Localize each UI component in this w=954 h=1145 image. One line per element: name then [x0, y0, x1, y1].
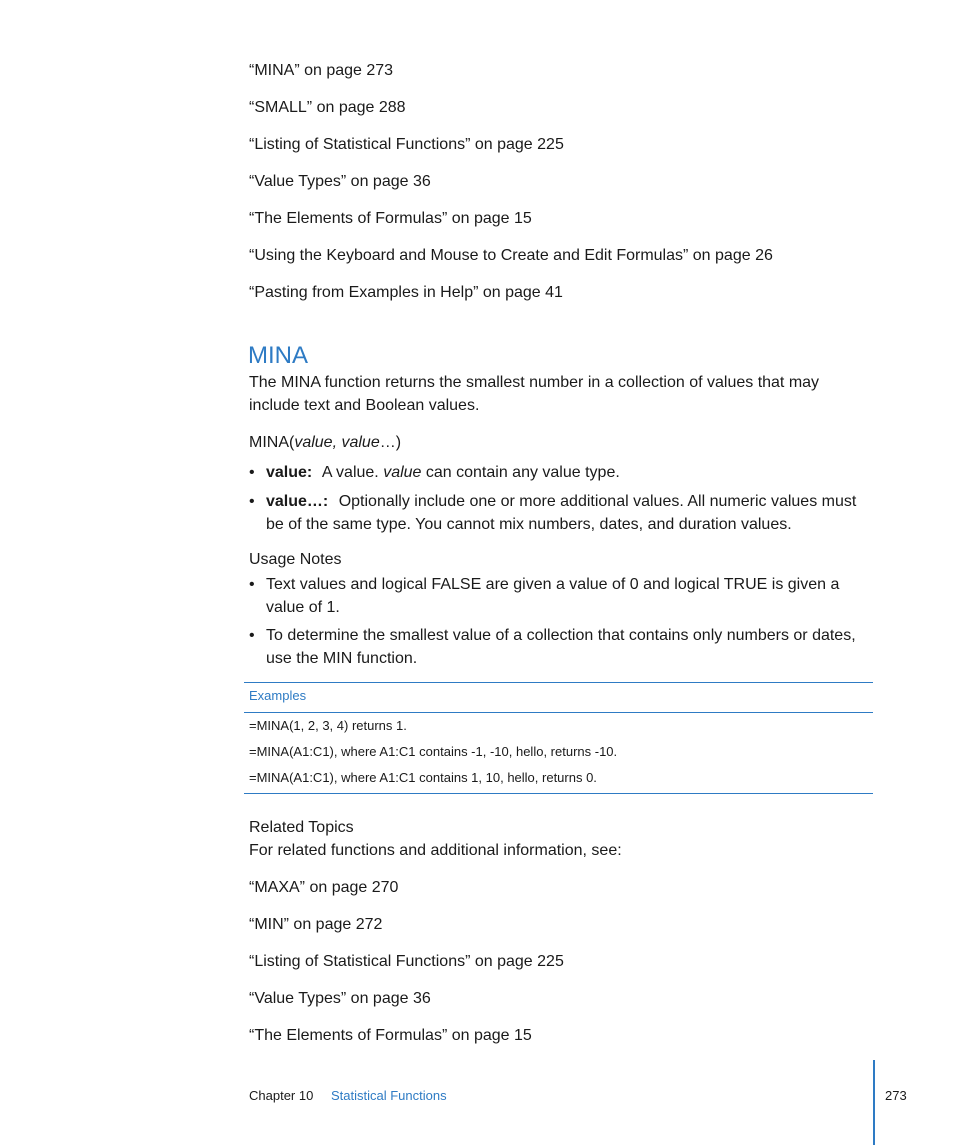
- syntax-ellipsis: …: [379, 434, 396, 451]
- example-row: =MINA(A1:C1), where A1:C1 contains -1, -10, hello, returns -10.: [249, 744, 618, 759]
- related-link[interactable]: “MAXA” on page 270: [249, 879, 399, 896]
- examples-bottom-rule: [244, 793, 873, 794]
- example-row: =MINA(A1:C1), where A1:C1 contains 1, 10, hello, returns 0.: [249, 770, 597, 785]
- argument-term: value…:: [266, 493, 329, 510]
- footer-chapter: Chapter 10: [249, 1088, 314, 1103]
- syntax-open-paren: (: [289, 434, 295, 451]
- argument-emphasis: value: [383, 464, 422, 481]
- related-link[interactable]: “Value Types” on page 36: [249, 173, 431, 190]
- function-description: The MINA function returns the smallest number in a collection of values that may include text and Boolean values.: [249, 374, 820, 414]
- syntax-args: value, value: [294, 434, 380, 451]
- related-link[interactable]: “MIN” on page 272: [249, 916, 383, 933]
- example-row: =MINA(1, 2, 3, 4) returns 1.: [249, 718, 407, 733]
- examples-top-rule: [244, 682, 873, 683]
- argument-text: A value.: [321, 464, 384, 481]
- function-syntax: [249, 431, 401, 454]
- related-link[interactable]: “Listing of Statistical Functions” on page 225: [249, 136, 564, 153]
- section-title: MINA: [248, 342, 308, 369]
- bullet-icon: •: [249, 576, 255, 593]
- argument-term: value:: [266, 464, 313, 481]
- related-link[interactable]: “The Elements of Formulas” on page 15: [249, 1027, 532, 1044]
- bullet-icon: •: [249, 464, 255, 481]
- syntax-close-paren: ): [395, 434, 402, 451]
- related-link[interactable]: “Listing of Statistical Functions” on page 225: [249, 953, 564, 970]
- related-link[interactable]: “The Elements of Formulas” on page 15: [249, 210, 532, 227]
- related-topics-intro: For related functions and additional information, see:: [249, 842, 622, 859]
- related-topics-heading: Related Topics: [249, 819, 354, 836]
- argument-text-post: can contain any value type.: [421, 464, 620, 481]
- footer-divider: [873, 1060, 875, 1145]
- related-link[interactable]: “SMALL” on page 288: [249, 99, 406, 116]
- examples-heading: Examples: [249, 688, 307, 703]
- argument-text: Optionally include one or more additional values. All numeric values must be of the same type. You cannot mix numbers, dates, and duration values.: [266, 493, 857, 533]
- examples-header-rule: [244, 712, 873, 713]
- related-link[interactable]: “Value Types” on page 36: [249, 990, 431, 1007]
- usage-note-text: To determine the smallest value of a collection that contains only numbers or dates, use the MIN function.: [266, 627, 856, 667]
- syntax-function-name: MINA: [249, 434, 289, 451]
- bullet-icon: •: [249, 627, 255, 644]
- bullet-icon: •: [249, 493, 255, 510]
- usage-note-text: Text values and logical FALSE are given a value of 0 and logical TRUE is given a value of 1.: [266, 576, 840, 616]
- related-link[interactable]: “Pasting from Examples in Help” on page 41: [249, 284, 563, 301]
- page-number: 273: [885, 1088, 907, 1103]
- related-link[interactable]: “Using the Keyboard and Mouse to Create and Edit Formulas” on page 26: [249, 247, 773, 264]
- footer-section-title: Statistical Functions: [331, 1088, 447, 1103]
- usage-notes-heading: Usage Notes: [249, 551, 342, 568]
- related-link[interactable]: “MINA” on page 273: [249, 62, 394, 79]
